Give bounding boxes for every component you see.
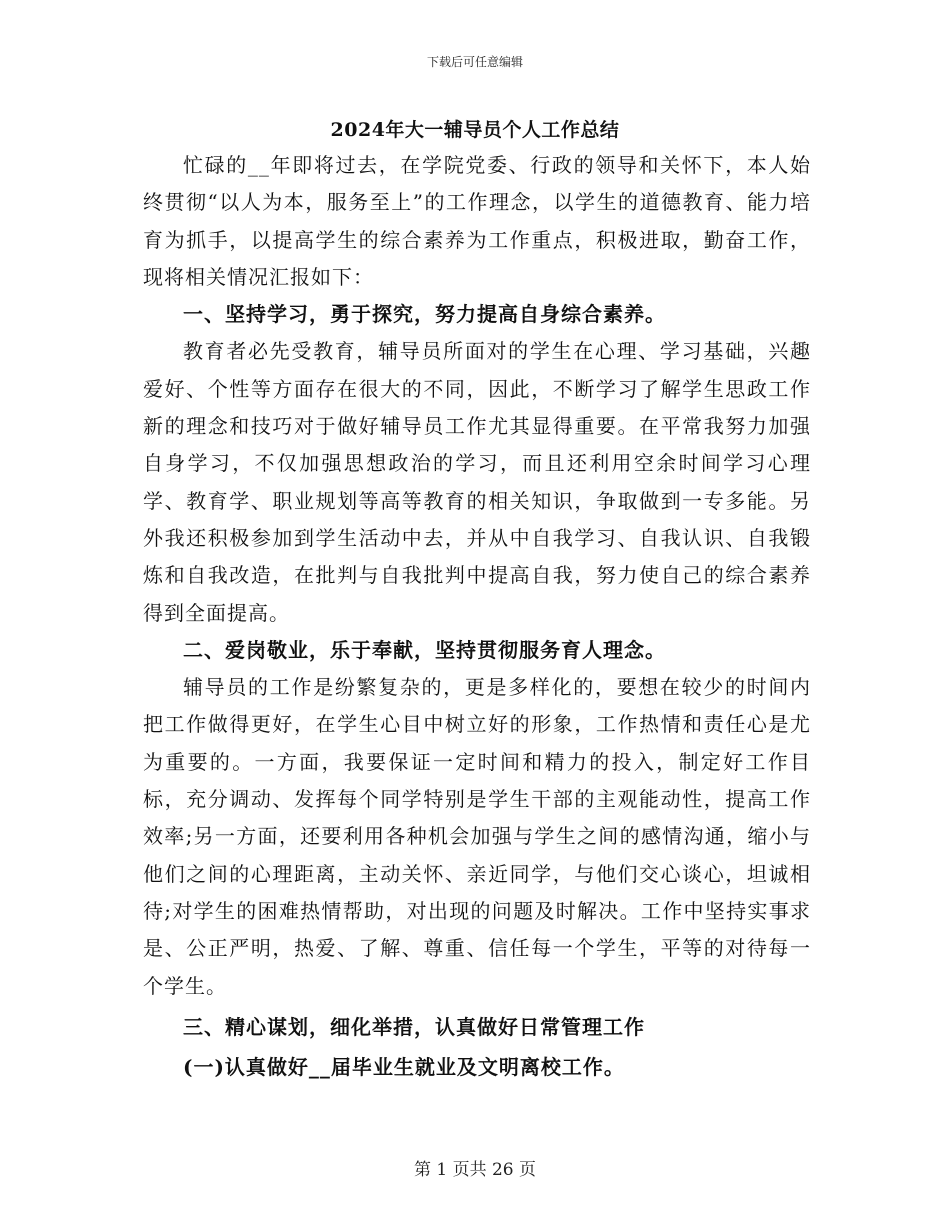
section-heading-3: 三、精心谋划，细化举措，认真做好日常管理工作 <box>183 1014 645 1039</box>
document-body <box>143 147 811 1086</box>
section-1-paragraph: 教育者必先受教育，辅导员所面对的学生在心理、学习基础，兴趣爱好、个性等方面存在很大的不同，因此，不断学习了解学生思政工作新的理念和技巧对于做好辅导员工作尤其显得重要。在平常我努力加强自身学习，不仅加强思想政治的学习，而且还利用空余时间学习心理学、教育学、职业规划等高等教育的相关知识，争取做到一专多能。另外我还积极参加到学生活动中去，并从中自我学习、自我认识、自我锻炼和自我改造，在批判与自我批判中提高自我，努力使自己的综合素养得到全面提高。 <box>143 339 811 625</box>
header-note: 下载后可任意编辑 <box>426 55 523 69</box>
section-2-paragraph: 辅导员的工作是纷繁复杂的，更是多样化的，要想在较少的时间内把工作做得更好，在学生心目中树立好的形象，工作热情和责任心是尤为重要的。一方面，我要保证一定时间和精力的投入，制定好工作目标，充分调动、发挥每个同学特别是学生干部的主观能动性，提高工作效率;另一方面，还要利用各种机会加强与学生之间的感情沟通，缩小与他们之间的心理距离，主动关怀、亲近同学，与他们交心谈心，坦诚相待;对学生的困难热情帮助，对出现的问题及时解决。工作中坚持实事求是、公正严明，热爱、了解、尊重、信任每一个学生，平等的对待每一个学生。 <box>143 675 811 998</box>
page-footer: 第 1 页共 26 页 <box>413 1160 537 1180</box>
subsection-heading-1: (一)认真做好__届毕业生就业及文明离校工作。 <box>183 1055 625 1080</box>
intro-paragraph: 忙碌的__年即将过去，在学院党委、行政的领导和关怀下，本人始终贯彻“以人为本，服务至上”的工作理念，以学生的道德教育、能力培育为抓手，以提高学生的综合素养为工作重点，积极进取，勤奋工作，现将相关情况汇报如下： <box>143 153 811 289</box>
document-title: 2024年大一辅导员个人工作总结 <box>330 119 620 141</box>
section-heading-2: 二、爱岗敬业，乐于奉献，坚持贯彻服务育人理念。 <box>183 637 666 662</box>
section-heading-1: 一、坚持学习，勇于探究，努力提高自身综合素养。 <box>183 302 666 327</box>
